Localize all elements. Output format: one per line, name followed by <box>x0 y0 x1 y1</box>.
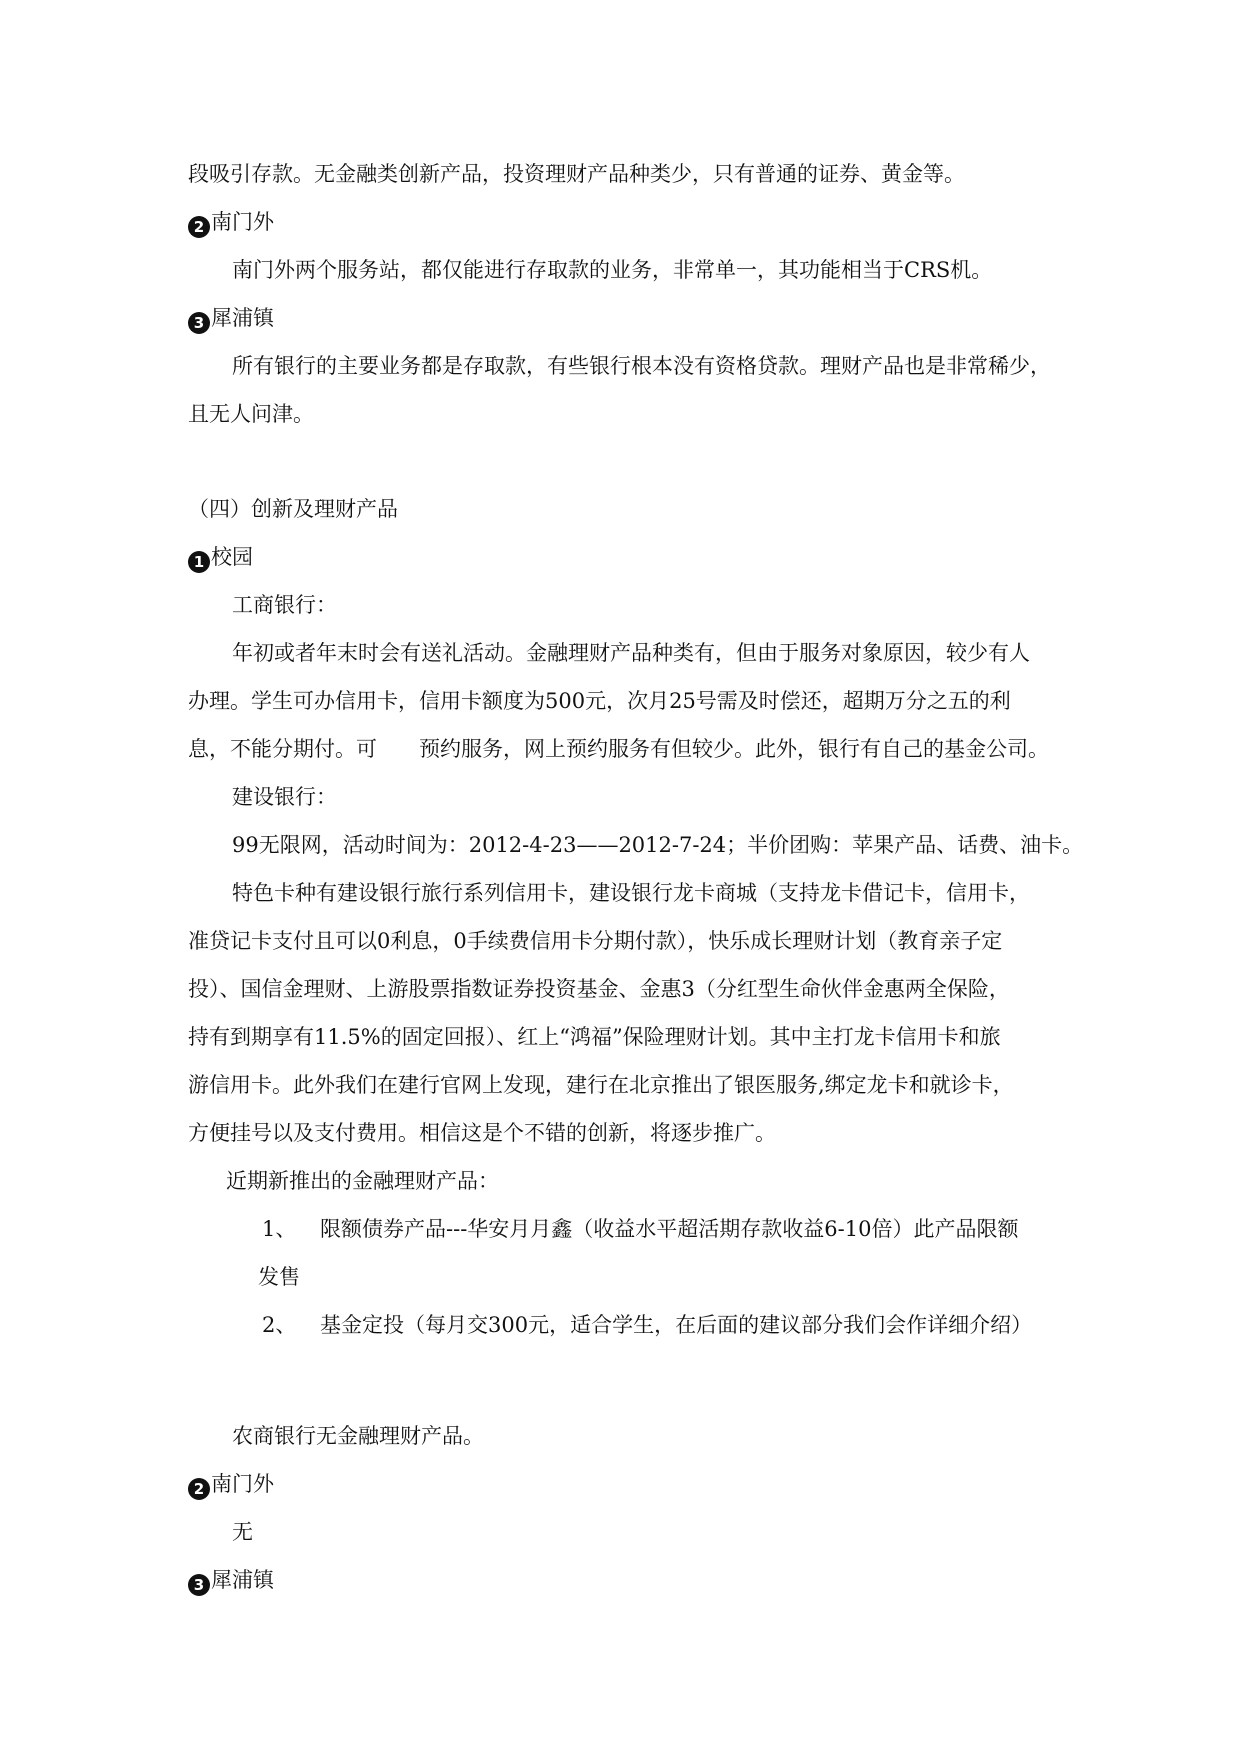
paragraph-ccb-line: 持有到期享有11.5%的固定回报）、红上“鸿福”保险理财计划。其中主打龙卡信用卡和旅 <box>188 1025 1001 1049</box>
list-item-number: 1、 <box>262 1217 297 1241</box>
subsection-heading-xipu <box>188 1566 274 1596</box>
heading-text: 校园 <box>211 545 253 569</box>
list-item-text-continuation: 发售 <box>258 1265 300 1289</box>
paragraph-icbc-line: 办理。学生可办信用卡，信用卡额度为500元，次月25号需及时偿还，超期万分之五的利 <box>188 689 1011 713</box>
heading-text: 南门外 <box>211 1472 274 1496</box>
number-2-marker-icon: 2 <box>188 216 210 238</box>
list-item-text: 限额债券产品---华安月月鑫（收益水平超活期存款收益6-10倍）此产品限额 <box>320 1217 1019 1241</box>
section-heading-nanmen <box>188 208 274 238</box>
paragraph-icbc-line: 息，不能分期付。可 预约服务，网上预约服务有但较少。此外，银行有自己的基金公司。 <box>188 737 1049 761</box>
number-1-marker-icon: 1 <box>188 551 210 573</box>
list-item-number: 2、 <box>262 1313 297 1337</box>
paragraph-rcb: 农商银行无金融理财产品。 <box>232 1424 484 1448</box>
subsection-heading-nanmen <box>188 1470 274 1500</box>
heading-text: 犀浦镇 <box>211 1568 274 1592</box>
paragraph-nanmen: 南门外两个服务站，都仅能进行存取款的业务，非常单一，其功能相当于CRS机。 <box>232 258 993 282</box>
paragraph-ccb-line: 准贷记卡支付且可以0利息，0手续费信用卡分期付款），快乐成长理财计划（教育亲子定 <box>188 929 1003 953</box>
bank-title-icbc: 工商银行： <box>232 593 337 617</box>
section-heading-xipu <box>188 304 274 334</box>
paragraph-icbc-line: 年初或者年末时会有送礼活动。金融理财产品种类有，但由于服务对象原因，较少有人 <box>232 641 1030 665</box>
paragraph-xipu-line1: 所有银行的主要业务都是存取款，有些银行根本没有资格贷款。理财产品也是非常稀少， <box>232 354 1051 378</box>
paragraph-ccb-line: 游信用卡。此外我们在建行官网上发现，建行在北京推出了银医服务,绑定龙卡和就诊卡， <box>188 1073 1014 1097</box>
paragraph-ccb-line: 特色卡种有建设银行旅行系列信用卡，建设银行龙卡商城（支持龙卡借记卡，信用卡， <box>232 881 1030 905</box>
paragraph-continuation: 段吸引存款。无金融类创新产品，投资理财产品种类少，只有普通的证券、黄金等。 <box>188 162 965 186</box>
number-2-marker-icon: 2 <box>188 1478 210 1500</box>
paragraph-xipu-line2: 且无人问津。 <box>188 402 314 426</box>
number-3-marker-icon: 3 <box>188 1574 210 1596</box>
heading-text: 犀浦镇 <box>211 306 274 330</box>
number-3-marker-icon: 3 <box>188 312 210 334</box>
paragraph-ccb-activity: 99无限网，活动时间为：2012-4-23——2012-7-24；半价团购：苹果产品、话费、油卡。 <box>232 833 1084 857</box>
subsection-heading-campus <box>188 543 253 573</box>
bank-title-ccb: 建设银行： <box>232 785 337 809</box>
section-title-4: （四）创新及理财产品 <box>188 497 398 521</box>
recent-products-title: 近期新推出的金融理财产品： <box>226 1169 499 1193</box>
paragraph-ccb-line: 方便挂号以及支付费用。相信这是个不错的创新，将逐步推广。 <box>188 1121 776 1145</box>
paragraph-nanmen-none: 无 <box>232 1520 253 1544</box>
heading-text: 南门外 <box>211 210 274 234</box>
paragraph-ccb-line: 投）、国信金理财、上游股票指数证券投资基金、金惠3（分红型生命伙伴金惠两全保险， <box>188 977 1010 1001</box>
list-item-text: 基金定投（每月交300元，适合学生，在后面的建议部分我们会作详细介绍） <box>320 1313 1033 1337</box>
